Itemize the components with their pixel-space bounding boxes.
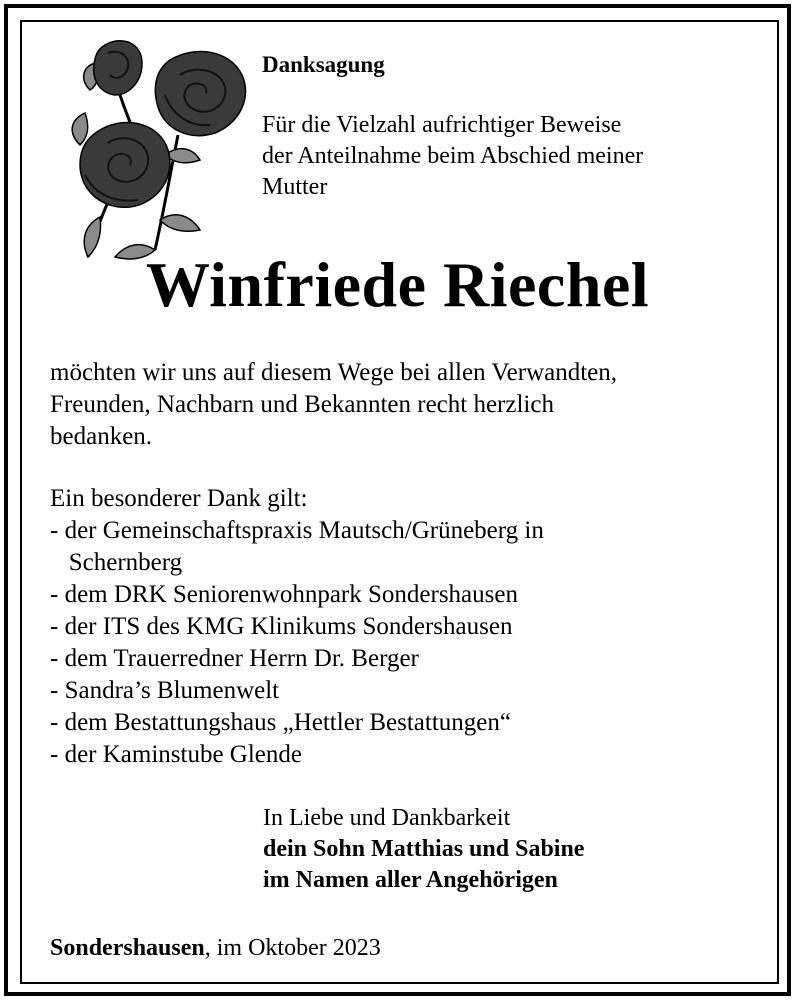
- list-item: Schernberg: [50, 549, 183, 576]
- heading-danksagung: Danksagung: [262, 52, 385, 77]
- list-item: - dem Trauerredner Herrn Dr. Berger: [50, 645, 419, 672]
- deceased-name: Winfriede Riechel: [145, 249, 650, 320]
- date: , im Oktober 2023: [204, 935, 381, 961]
- list-item: - der Kaminstube Glende: [50, 741, 303, 768]
- list-item: - dem DRK Seniorenwohnpark Sondershausen: [50, 581, 518, 608]
- special-thanks-intro: Ein besonderer Dank gilt:: [50, 485, 308, 512]
- thanks-paragraph: [50, 357, 617, 453]
- intro-line: Für die Vielzahl aufrichtiger Beweise: [262, 112, 622, 138]
- paragraph-line: möchten wir uns auf diesem Wege bei allen Verwandten,: [50, 359, 618, 386]
- signer-line: dein Sohn Matthias und Sabine: [263, 836, 585, 862]
- place-date: [50, 935, 381, 962]
- intro-text: [262, 110, 643, 203]
- closing-signature: [263, 803, 584, 896]
- list-item: - Sandra’s Blumenwelt: [50, 677, 280, 704]
- list-item: - der ITS des KMG Klinikums Sondershausen: [50, 613, 513, 640]
- list-item: - der Gemeinschaftspraxis Mautsch/Grüneberg in: [50, 517, 544, 544]
- list-item: - dem Bestattungshaus „Hettler Bestattungen“: [50, 709, 511, 736]
- signer-line: im Namen aller Angehörigen: [263, 867, 558, 893]
- place: Sondershausen: [50, 935, 205, 961]
- intro-line: der Anteilnahme beim Abschied meiner: [262, 143, 644, 169]
- special-thanks-list: [50, 515, 544, 771]
- paragraph-line: bedanken.: [50, 423, 153, 450]
- closing-line: In Liebe und Dankbarkeit: [263, 805, 511, 831]
- intro-line: Mutter: [262, 174, 328, 200]
- roses-icon: [60, 35, 255, 265]
- paragraph-line: Freunden, Nachbarn und Bekannten recht herzlich: [50, 391, 554, 418]
